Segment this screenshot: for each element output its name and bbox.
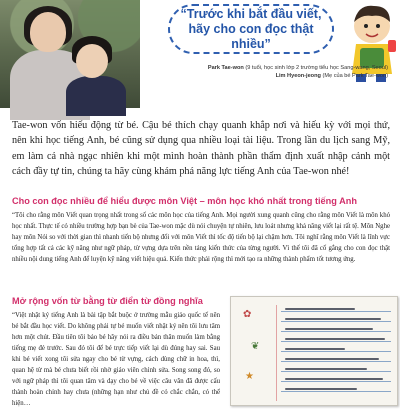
credit-child: Park Tae-won (9 tuổi, học sinh lớp 2 trường tiểu học Sang-wang, Seoul): [207, 65, 388, 71]
notebook-rule: [281, 391, 391, 392]
notebook-rule: [281, 351, 391, 352]
handwriting-line: [285, 328, 373, 330]
intro-paragraph: Tae-won vốn hiếu động từ bé. Cậu bé thích chạy quanh khắp nơi và hiếu kỳ với mọi thứ, nên khi học tiếng Anh, bé cũng sử dụng qua nhiều loại tài liệu. Trong lần du lịch sang Mỹ, em làm cả nhà ngạc nhiên khi một mình hoàn thành phần thẩm định xuất nhập cảnh một cách đầy tự tin, chúng ta hãy cùng khám phá năng lực tiếng Anh của Tae-won nhé!: [12, 120, 390, 177]
notebook-rule: [281, 321, 391, 322]
leaf-doodle-icon: ❦: [251, 341, 260, 352]
credits-block: [208, 64, 388, 80]
mother-child-photo: [0, 0, 140, 108]
section-heading-vocabulary: Mở rộng vốn từ bằng từ điển từ đồng nghĩa: [12, 296, 203, 306]
photo-child-face: [76, 44, 108, 78]
handwriting-line: [285, 358, 379, 360]
notebook-rule: [281, 361, 391, 362]
section-body-writing: “Tôi cho rằng môn Viết quan trọng nhất trong số các môn học của tiếng Anh. Mọi người xung quanh cũng cho rằng môn Viết là môn khó học nhất. Thực tế có nhiều trường hợp bạn bè của Tae-won mặc dù nói chuyện tự nhiên, lưu loát nhưng khả năng viết lại rất tệ. Môn Nghe hay môn Nói so với thời gian thì nhanh tiến bộ nhưng đối với môn Viết thì tốc độ tiến bộ lại chậm hơn. Tôi nghĩ rằng môn Viết là lĩnh vực tổng hợp tất cả các kỹ năng như ngữ pháp, từ vựng dựa trên nền tảng kiến thức của từng người. Vì thế tôi đã cố gắng cho con đọc thật nhiều nội dung tiếng Anh để luyện kỹ năng viết hiệu quả. Kiến thức phải rộng thì mới tạo ra những thành phẩm tốt tương ứng.: [12, 212, 390, 263]
credit-mother: Lim Hyeon-jeong (Mẹ của bé Park Tae-won): [275, 73, 388, 79]
handwriting-line: [285, 348, 345, 350]
handwriting-line: [285, 338, 385, 340]
diary-notebook-image: [230, 296, 398, 406]
handwriting-line: [285, 388, 357, 390]
star-doodle-icon: ★: [245, 371, 254, 382]
quote-text: “Trước khi bắt đầu viết, hãy cho con đọc thật nhiều”: [180, 6, 322, 51]
handwriting-line: [285, 378, 383, 380]
handwriting-line: [285, 308, 355, 310]
handwriting-line: [285, 318, 381, 320]
notebook-rule: [281, 371, 391, 372]
handwriting-line: [285, 368, 367, 370]
photo-child-body: [66, 76, 126, 116]
flower-doodle-icon: ✿: [243, 309, 252, 320]
section-heading-writing: Cho con đọc nhiều để hiểu được môn Việt – môn học khó nhất trong tiếng Anh: [12, 196, 357, 206]
notebook-rule: [281, 331, 391, 332]
notebook-rule: [281, 381, 391, 382]
notebook-rule: [281, 341, 391, 342]
photo-mother-face: [30, 12, 66, 52]
section-body-vocabulary: “Việt nhật ký tiếng Anh là bài tập bắt buộc ở trường mẫu giáo quốc tế nên bé bắt đầu học viết. Do không phải tự bé muốn viết nhật ký nên tôi lưu tâm hơn một chút. Đầu tiên tôi bảo bé hãy nói ra điều bản thân muốn làm bằng tiếng mẹ đẻ trước. Sau đó tôi để bé trực tiếp viết lại dù đúng hay sai. Sau khi bé viết xong tôi sửa ngay cho bé từ vựng, cách dùng chữ in hoa, thì, quan hệ từ mà bé chưa biết rồi nhờ giáo viên chỉnh sửa. Song song đó, so với ngữ pháp thì tôi quan tâm và dạy cho bé về việc câu văn đã được cấu thành hoàn chỉnh hay chưa (những hạn như chủ đề có chắc chắn, có thể hiện…: [12, 312, 220, 407]
quote-bubble: [168, 4, 334, 54]
notebook-rule: [281, 311, 391, 312]
